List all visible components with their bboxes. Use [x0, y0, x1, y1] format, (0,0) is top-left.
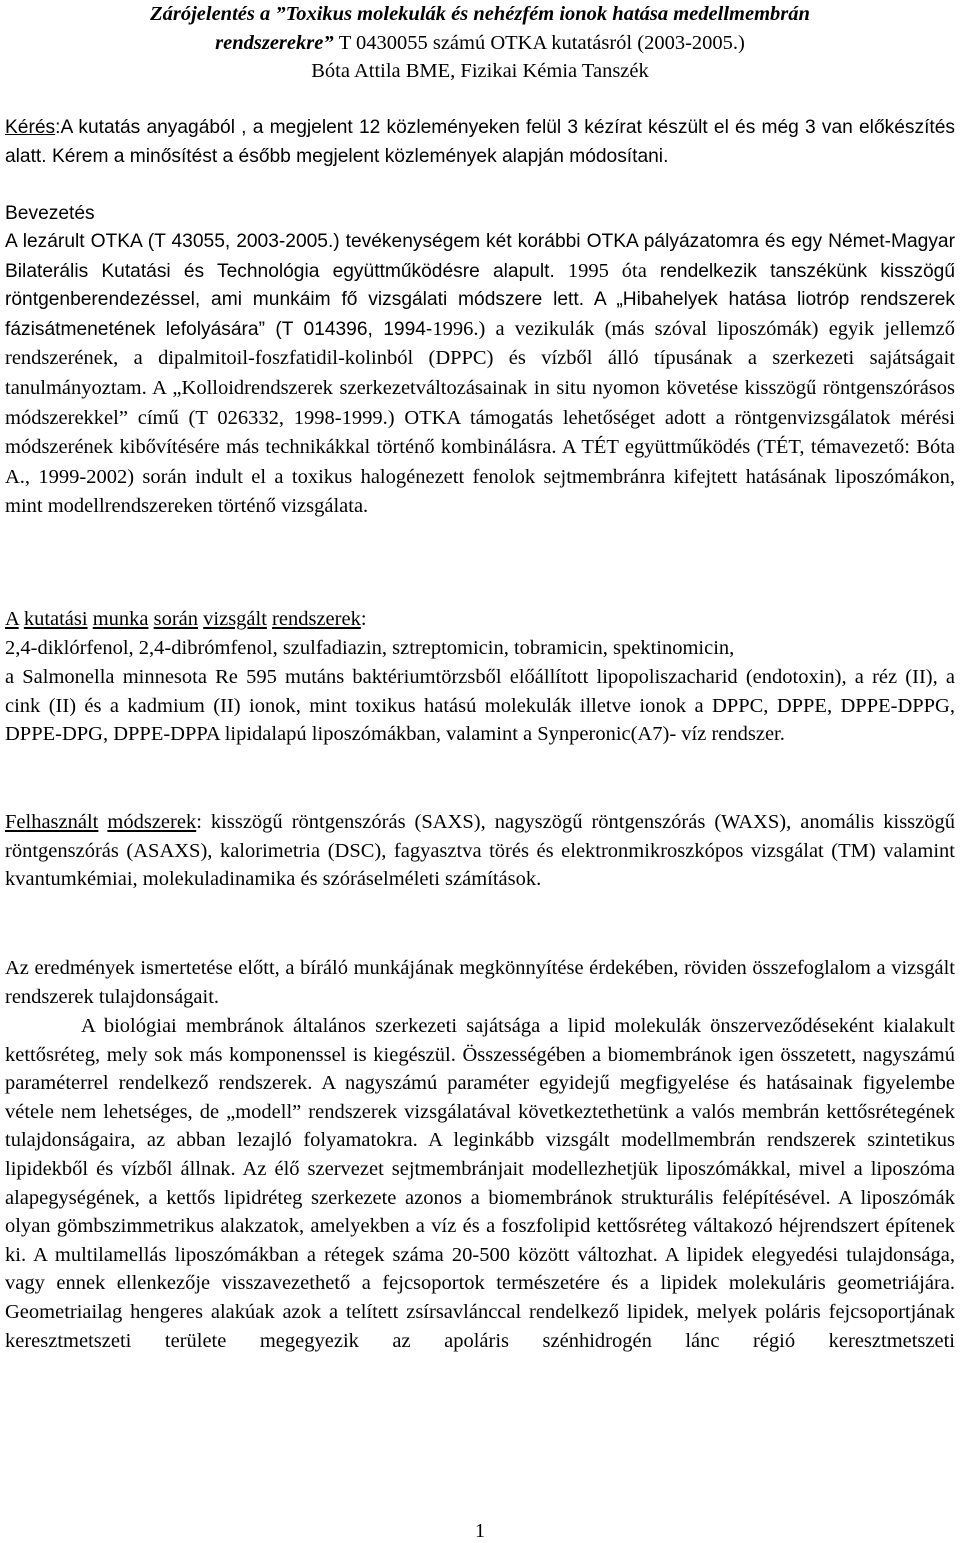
- intro-heading: Bevezetés: [5, 203, 95, 224]
- intro-sans-part-2: rendelkezik tanszékünk kisszögű röntgenberendezéssel, ami munkáim fő vizsgálati módszere lett. A „Hibahelyek hatása liotróp rendszerek fázisátmenetének lefolyására” (T 014396, 1994-: [5, 260, 955, 340]
- request-text-1: :A kutatás anyagából , a megjelent 12 közleményeken felül 3 kézírat készült el és még 3 van előkészítés alatt.: [5, 117, 955, 167]
- systems-paragraph: a Salmonella minnesota Re 595 mutáns baktériumtörzsből előállított lipopoliszacharid (endotoxin), a réz (II), a cink (II) és a kadmium (II) ionok, mint toxikus hatású molekulák illetve ionok a DPPC, DPPE, DPPE-DPPG, DPPE-DPG, DPPE-DPPA lipidalapú liposzómákban, valamint a Synperonic(A7)- víz rendszer.: [5, 666, 955, 746]
- intro-serif-part-2: 1996.) a vezikulák (más szóval liposzómák) egyik jellemző rendszerének, a dipalmitoil-foszfatidil-kolinból (DPPC) és vízből álló típusának a szerkezeti sajátságait tanulmányoztam. A „Kolloidrendszerek szerkezetváltozásainak in situ nyomon követése kisszögű röntgenszórásos módszerekkel” című (T 026332, 1998-1999.) OTKA támogatás lehetőséget adott a röntgenvizsgálatok mérési módszerének kibővítésére más technikákkal történő kombinálásra. A TÉT együttműködés (TÉT, témavezető: Bóta A., 1999-2002) során indult el a toxikus halogénezett fenolok sejtmembránra kifejtett hatásának liposzómákon, mint modellrendszereken történő vizsgálata.: [5, 317, 955, 518]
- methods-heading-word: módszerek: [107, 811, 197, 833]
- systems-heading-word: A: [5, 608, 19, 630]
- results-intro-paragraph: Az eredmények ismertetése előtt, a bíráló munkájának megkönnyítése érdekében, röviden összefoglalom a vizsgált rendszerek tulajdonságait.: [5, 957, 955, 1008]
- title-line-2-plain: T 0430055 számú OTKA kutatásról (2003-2005.): [338, 31, 745, 54]
- page-number: 1: [475, 1520, 485, 1542]
- methods-paragraph: [5, 808, 955, 894]
- systems-heading-word: kutatási: [23, 608, 88, 630]
- author-line: Bóta Attila BME, Fizikai Kémia Tanszék: [311, 60, 649, 83]
- report-title: [5, 0, 955, 86]
- membrane-paragraph: A biológiai membránok általános szerkezeti sajátsága a lipid molekulák önszerveződéseként kialakult kettősréteg, mely sok más komponenssel is kiegészül. Összességében a biomembránok igen összetett, nagyszámú paraméterrel rendelkező rendszerek. A nagyszámú paraméter egyidejű megfigyelése és hatásainak figyelembe vétele nem lehetséges, de „modell” rendszerek vizsgálatával következtethetünk a valós membrán kettősrétegének tulajdonságaira, az abban lezajló folyamatokra. A leginkább vizsgált modellmembrán rendszerek szintetikus lipidekből és vízből állnak. Az élő szervezet sejtmembránjait modellezhetjük liposzómákkal, mivel a liposzóma alapegységének, a kettős lipidréteg szerkezete azonos a biomembránok strukturális felépítésével. A liposzómák olyan gömbszimmetrikus alakzatok, amelyekben a víz és a foszfolipid kettősréteg váltakozó héjrendszert építenek ki. A multilamellás liposzómákban a rétegek száma 20-500 között változhat. A lipidek elegyedési tulajdonsága, vagy ennek ellenkezője visszavezethető a fejcsoportok természetére és a lipidek molekuláris geometriájára. Geometriailag hengeres alakúak azok a telített zsírsavlánccal rendelkező lipidek, melyek poláris fejcsoportjának keresztmetszeti területe megegyezik az apoláris szénhidrogén lánc régió keresztmetszeti: [5, 1015, 955, 1352]
- systems-heading-word: munka: [92, 608, 149, 630]
- systems-heading-word: során: [153, 608, 199, 630]
- systems-line-1: 2,4-diklórfenol, 2,4-dibrómfenol, szulfadiazin, sztreptomicin, tobramicin, spektinomicin,: [5, 637, 735, 659]
- request-label: Kérés: [5, 117, 56, 138]
- title-line-2-bold: rendszerekre”: [215, 31, 339, 54]
- methods-text: : kisszögű röntgenszórás (SAXS), nagyszögű röntgenszórás (WAXS), anomális kisszögű röntgenszórás (ASAXS), kalorimetria (DSC), fagyasztva törés és elektronmikroszkópos vizsgálat (TM) valamint kvantumkémiai, molekuladinamika és szóráselméleti számítások.: [5, 811, 956, 891]
- methods-heading-word: Felhasznált: [5, 811, 99, 833]
- request-text-2: Kérem a minősítést a ésőbb megjelent közlemények alapján módosítani.: [51, 145, 669, 167]
- request-paragraph: [5, 114, 955, 171]
- systems-heading-word: rendszerek: [272, 608, 361, 630]
- title-line-2: [5, 29, 955, 58]
- intro-serif-part-1: 1995 óta: [554, 259, 660, 282]
- systems-heading-word: vizsgált: [203, 608, 267, 630]
- systems-heading-colon: :: [360, 608, 367, 630]
- systems-heading: [5, 605, 955, 634]
- intro-paragraph: [5, 228, 955, 522]
- document-page: [5, 0, 955, 1537]
- intro-sans-part: A lezárult OTKA (T 43055, 2003-2005.) tevékenységem két korábbi OTKA pályázatomra és egy Német-Magyar Bilaterális Kutatási és Technológia együttműködésre alapult.: [5, 231, 955, 282]
- title-line-1: Zárójelentés a ”Toxikus molekulák és nehézfém ionok hatása medellmembrán: [150, 3, 810, 25]
